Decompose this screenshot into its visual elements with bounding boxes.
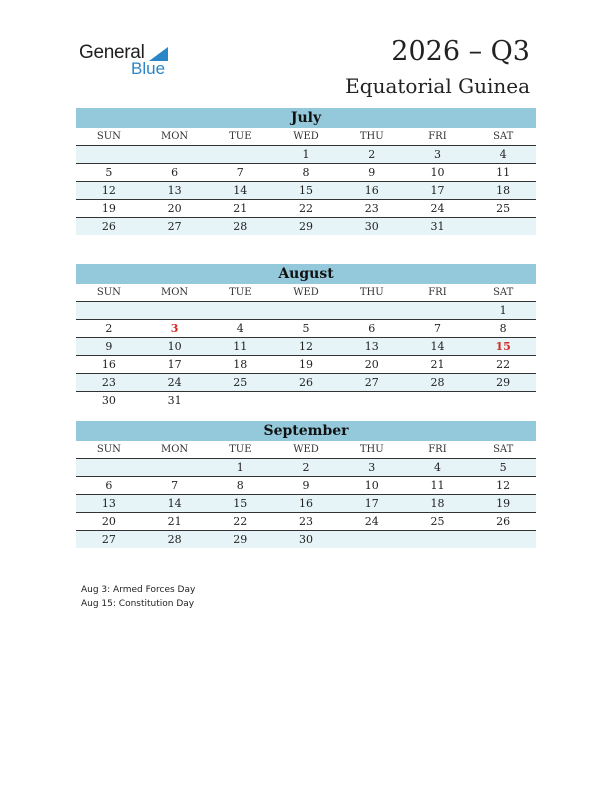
holiday-notes: [81, 583, 195, 611]
day-cell: 22: [496, 358, 511, 371]
weekday-header-row: [76, 284, 536, 302]
day-cell: 17: [430, 184, 445, 197]
week-row: [76, 459, 536, 477]
day-cell: 29: [233, 533, 248, 546]
day-cell: 12: [101, 184, 116, 197]
day-cell: 2: [302, 461, 310, 474]
day-cell: 27: [364, 376, 379, 389]
day-cell: 23: [364, 202, 379, 215]
day-cell: 26: [101, 220, 116, 233]
day-cell: 18: [233, 358, 248, 371]
weekday-label: SUN: [96, 287, 121, 298]
day-cell: 5: [105, 166, 113, 179]
day-cell: [273, 302, 339, 319]
day-cell: 4: [499, 148, 507, 161]
day-cell: 8: [236, 479, 244, 492]
day-cell: 8: [499, 322, 507, 335]
holiday-note: Aug 3: Armed Forces Day: [81, 585, 196, 595]
weekday-label: FRI: [428, 131, 447, 142]
day-cell: 20: [364, 358, 379, 371]
day-cell: 13: [101, 497, 116, 510]
day-cell: 16: [299, 497, 314, 510]
day-cell: 24: [364, 515, 379, 528]
day-cell: 11: [233, 340, 248, 353]
week-row: [76, 146, 536, 164]
day-cell: [405, 392, 471, 409]
day-cell: 25: [233, 376, 248, 389]
week-row: [76, 164, 536, 182]
day-cell: 30: [101, 394, 116, 407]
country-subtitle: Equatorial Guinea: [345, 74, 530, 98]
day-cell: 15: [233, 497, 248, 510]
day-cell: 16: [364, 184, 379, 197]
day-cell: 6: [171, 166, 179, 179]
weekday-label: TUE: [229, 131, 252, 142]
day-cell: 7: [236, 166, 244, 179]
day-cell: 20: [167, 202, 182, 215]
weekday-label: THU: [359, 131, 384, 142]
week-row: [76, 200, 536, 218]
day-cell: 13: [167, 184, 182, 197]
day-cell: 4: [433, 461, 441, 474]
weekday-label: THU: [359, 287, 384, 298]
day-cell: 26: [299, 376, 314, 389]
day-cell: 19: [496, 497, 511, 510]
day-cell: 27: [167, 220, 182, 233]
day-cell: 17: [167, 358, 182, 371]
day-cell: 18: [430, 497, 445, 510]
day-cell: 30: [364, 220, 379, 233]
day-cell: 7: [171, 479, 179, 492]
day-cell: 31: [167, 394, 182, 407]
day-cell: 6: [105, 479, 113, 492]
day-cell: [470, 392, 536, 409]
day-cell: [76, 459, 142, 476]
day-cell: 9: [368, 166, 376, 179]
day-cell: 2: [368, 148, 376, 161]
day-cell: 24: [430, 202, 445, 215]
day-cell: 24: [167, 376, 182, 389]
week-row: [76, 513, 536, 531]
day-cell: [207, 146, 273, 163]
weekday-label: WED: [293, 444, 319, 455]
week-row: [76, 320, 536, 338]
day-cell: 18: [496, 184, 511, 197]
day-cell: 6: [368, 322, 376, 335]
week-row: [76, 218, 536, 235]
day-cell: [142, 459, 208, 476]
logo-text-general: General: [79, 42, 145, 63]
day-cell: 29: [496, 376, 511, 389]
weekday-header-row: [76, 441, 536, 459]
month-calendar: [76, 108, 536, 235]
day-cell: 28: [430, 376, 445, 389]
weekday-header-row: [76, 128, 536, 146]
day-cell: [339, 302, 405, 319]
day-cell: [339, 392, 405, 409]
week-row: [76, 302, 536, 320]
day-cell: 21: [167, 515, 182, 528]
day-cell: 21: [430, 358, 445, 371]
month-calendar: [76, 421, 536, 548]
day-cell: 30: [299, 533, 314, 546]
day-cell: 3: [433, 148, 441, 161]
weekday-label: SAT: [493, 131, 514, 142]
month-header: September: [76, 421, 536, 441]
day-cell: 1: [236, 461, 244, 474]
day-cell: 1: [499, 304, 507, 317]
weekday-label: SUN: [96, 131, 121, 142]
day-cell: [405, 302, 471, 319]
week-row: [76, 531, 536, 548]
day-cell: 14: [167, 497, 182, 510]
week-row: [76, 182, 536, 200]
day-cell: 1: [302, 148, 310, 161]
holiday-day-cell: 3: [170, 322, 179, 335]
weekday-label: SUN: [96, 444, 121, 455]
day-cell: 10: [364, 479, 379, 492]
month-header: July: [76, 108, 536, 128]
day-cell: 7: [433, 322, 441, 335]
day-cell: [142, 302, 208, 319]
day-cell: 19: [101, 202, 116, 215]
week-row: [76, 374, 536, 392]
weekday-label: WED: [293, 287, 319, 298]
week-row: [76, 356, 536, 374]
day-cell: 27: [101, 533, 116, 546]
day-cell: 9: [302, 479, 310, 492]
weekday-label: WED: [293, 131, 319, 142]
weekday-label: MON: [160, 444, 189, 455]
day-cell: [273, 392, 339, 409]
day-cell: 2: [105, 322, 113, 335]
month-calendar: [76, 264, 536, 409]
day-cell: [470, 218, 536, 235]
day-cell: 23: [101, 376, 116, 389]
logo-text-blue: Blue: [131, 59, 166, 78]
day-cell: 13: [364, 340, 379, 353]
weekday-label: FRI: [428, 287, 447, 298]
day-cell: [405, 531, 471, 548]
weekday-label: SAT: [493, 444, 514, 455]
holiday-day-cell: 15: [495, 340, 511, 353]
day-cell: [470, 531, 536, 548]
day-cell: 22: [233, 515, 248, 528]
week-row: [76, 495, 536, 513]
day-cell: 5: [499, 461, 507, 474]
day-cell: [207, 302, 273, 319]
day-cell: 11: [430, 479, 445, 492]
weekday-label: SAT: [493, 287, 514, 298]
week-row: [76, 477, 536, 495]
day-cell: 31: [430, 220, 445, 233]
day-cell: 25: [430, 515, 445, 528]
day-cell: 9: [105, 340, 113, 353]
day-cell: 15: [299, 184, 314, 197]
month-header: August: [76, 264, 536, 284]
day-cell: 11: [496, 166, 511, 179]
day-cell: 26: [496, 515, 511, 528]
day-cell: 5: [302, 322, 310, 335]
day-cell: 8: [302, 166, 310, 179]
day-cell: 21: [233, 202, 248, 215]
day-cell: 14: [430, 340, 445, 353]
day-cell: 17: [364, 497, 379, 510]
day-cell: [76, 302, 142, 319]
day-cell: 28: [167, 533, 182, 546]
day-cell: [142, 146, 208, 163]
day-cell: 25: [496, 202, 511, 215]
weekday-label: MON: [160, 131, 189, 142]
day-cell: 23: [299, 515, 314, 528]
day-cell: 28: [233, 220, 248, 233]
week-row: [76, 392, 536, 409]
day-cell: 22: [299, 202, 314, 215]
day-cell: 12: [496, 479, 511, 492]
weekday-label: TUE: [229, 444, 252, 455]
day-cell: 20: [101, 515, 116, 528]
day-cell: [207, 392, 273, 409]
weekday-label: FRI: [428, 444, 447, 455]
day-cell: [339, 531, 405, 548]
day-cell: 14: [233, 184, 248, 197]
day-cell: [76, 146, 142, 163]
week-row: [76, 338, 536, 356]
day-cell: 4: [236, 322, 244, 335]
day-cell: 19: [299, 358, 314, 371]
day-cell: 10: [430, 166, 445, 179]
weekday-label: MON: [160, 287, 189, 298]
day-cell: 16: [101, 358, 116, 371]
day-cell: 3: [368, 461, 376, 474]
weekday-label: THU: [359, 444, 384, 455]
day-cell: 10: [167, 340, 182, 353]
day-cell: 12: [299, 340, 314, 353]
day-cell: 29: [299, 220, 314, 233]
weekday-label: TUE: [229, 287, 252, 298]
page-title: 2026 – Q3: [391, 36, 530, 67]
logo: [79, 42, 179, 78]
holiday-note: Aug 15: Constitution Day: [81, 599, 195, 609]
